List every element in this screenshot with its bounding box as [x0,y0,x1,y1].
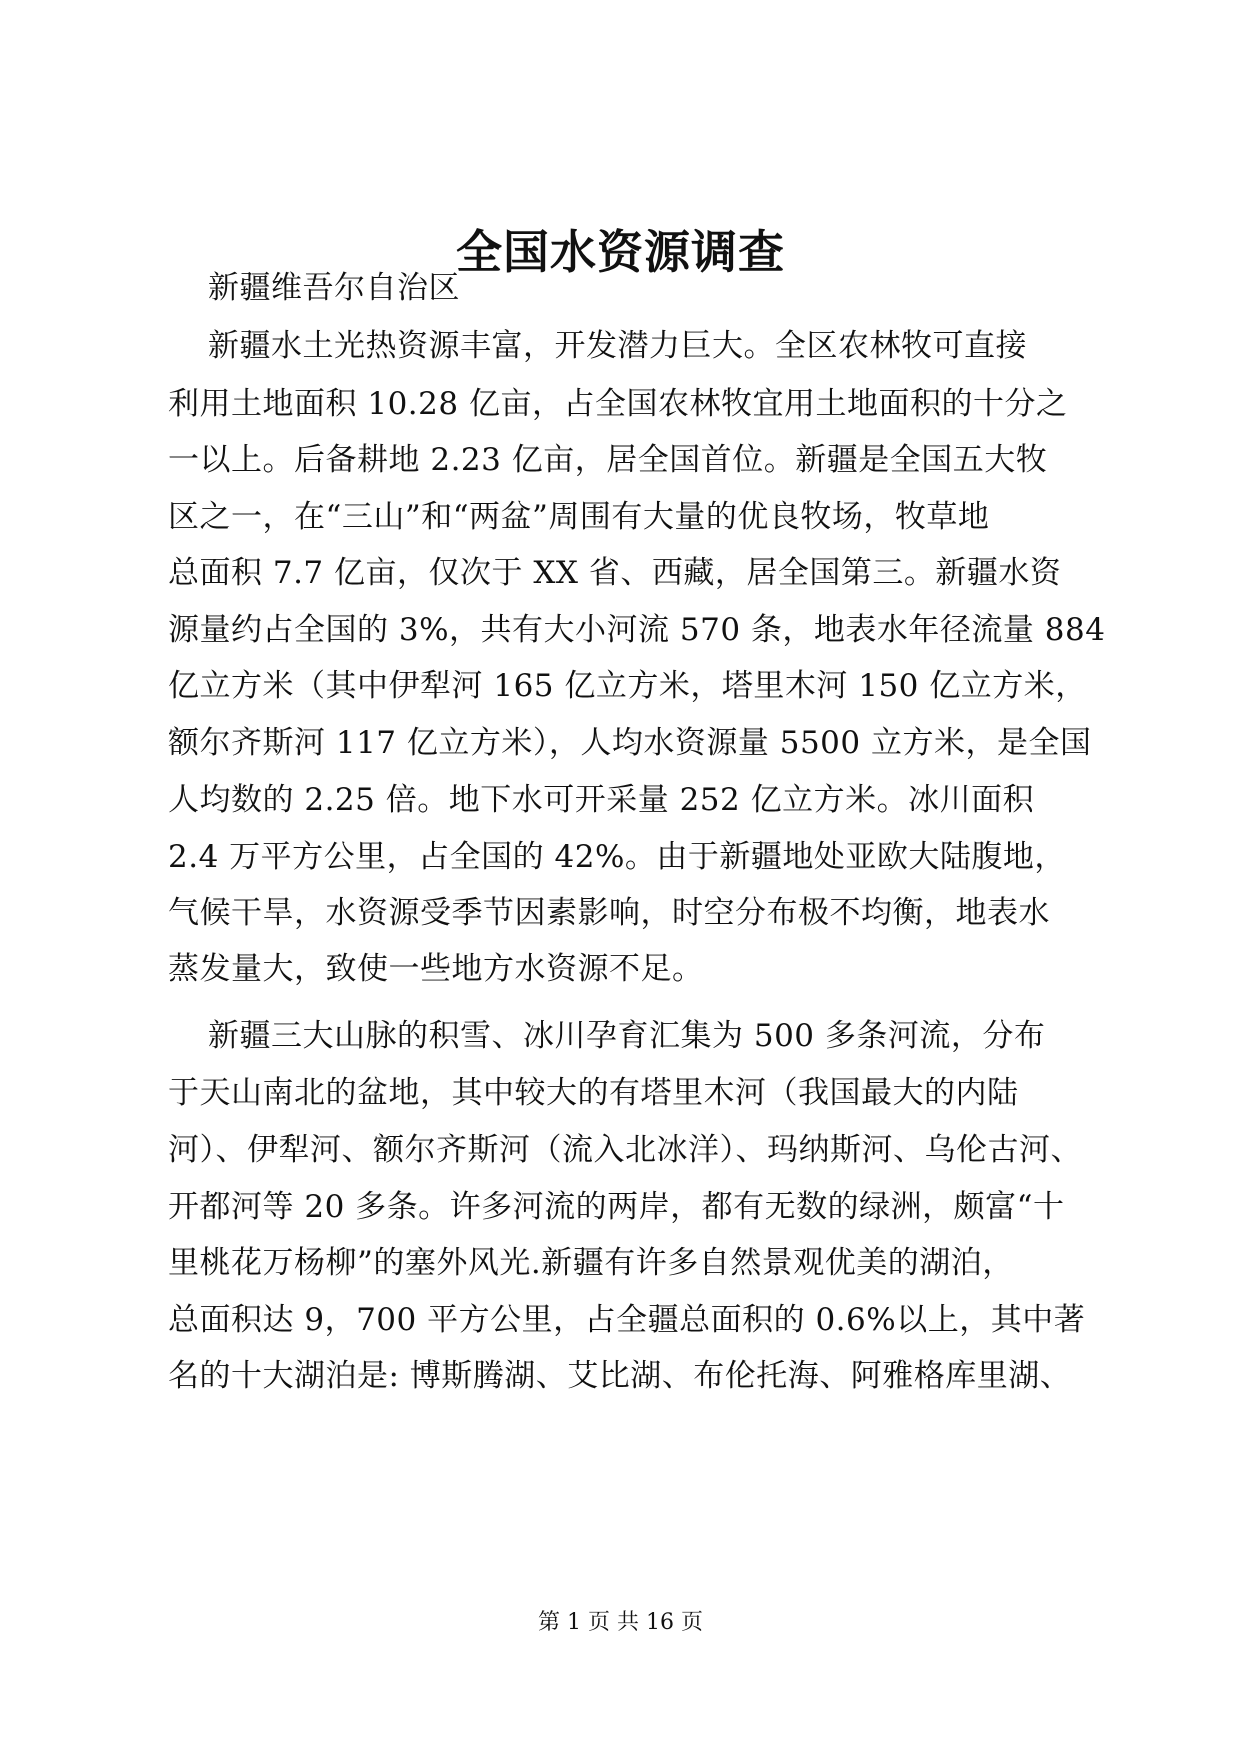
region-line: 新疆维吾尔自治区 [208,270,460,306]
paragraph-line: 一以上。后备耕地 2.23 亿亩，居全国首位。新疆是全国五大牧 [168,442,1048,478]
page-number-footer: 第 1 页 共 16 页 [538,1610,703,1635]
paragraph-line: 人均数的 2.25 倍。地下水可开采量 252 亿立方米。冰川面积 [168,782,1035,818]
paragraph-line: 名的十大湖泊是: 博斯腾湖、艾比湖、布伦托海、阿雅格库里湖、 [168,1358,1072,1394]
paragraph-line: 河）、伊犁河、额尔齐斯河（流入北冰洋）、玛纳斯河、乌伦古河、 [168,1132,1082,1168]
paragraph-line: 里桃花万杨柳”的塞外风光.新疆有许多自然景观优美的湖泊， [168,1245,1014,1281]
paragraph-line: 区之一，在“三山”和“两盆”周围有大量的优良牧场，牧草地 [168,499,990,535]
paragraph-line: 气候干旱，水资源受季节因素影响，时空分布极不均衡，地表水 [168,895,1050,931]
paragraph-line: 新疆三大山脉的积雪、冰川孕育汇集为 500 多条河流，分布 [208,1018,1046,1054]
paragraph-line: 总面积 7.7 亿亩，仅次于 XX 省、西藏，居全国第三。新疆水资 [168,555,1062,591]
paragraph-line: 于天山南北的盆地，其中较大的有塔里木河（我国最大的内陆 [168,1075,1019,1111]
paragraph-line: 2.4 万平方公里，占全国的 42%。由于新疆地处亚欧大陆腹地， [168,839,1066,875]
paragraph-line: 源量约占全国的 3%，共有大小河流 570 条，地表水年径流量 884 [168,612,1106,648]
paragraph-line: 总面积达 9，700 平方公里，占全疆总面积的 0.6%以上，其中著 [168,1302,1086,1338]
paragraph-line: 蒸发量大，致使一些地方水资源不足。 [168,951,704,987]
paragraph-line: 亿立方米（其中伊犁河 165 亿立方米，塔里木河 150 亿立方米， [168,668,1087,704]
paragraph-line: 额尔齐斯河 117 亿立方米），人均水资源量 5500 立方米，是全国 [168,725,1092,761]
paragraph-line: 新疆水土光热资源丰富，开发潜力巨大。全区农林牧可直接 [208,328,1027,364]
document-title: 全国水资源调查 [456,225,785,279]
paragraph-line: 利用土地面积 10.28 亿亩，占全国农林牧宜用土地面积的十分之 [168,386,1068,422]
paragraph-line: 开都河等 20 多条。许多河流的两岸，都有无数的绿洲，颇富“十 [168,1189,1065,1225]
